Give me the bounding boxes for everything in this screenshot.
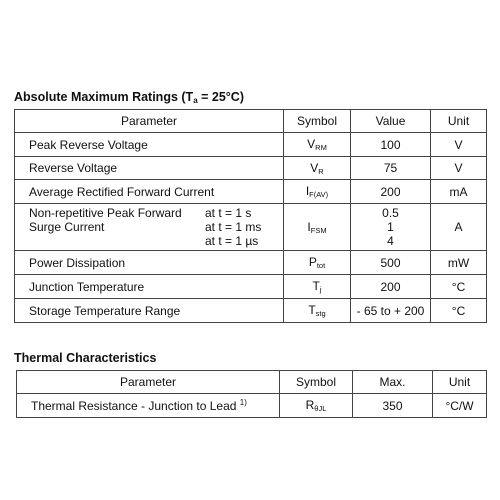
symbol-cell: $V_{RM}$ <box>284 133 351 157</box>
header-unit: Unit <box>431 110 487 133</box>
table-row <box>15 157 487 180</box>
header-symbol: Symbol <box>284 110 351 133</box>
param-cell: Reverse Voltage <box>15 157 284 180</box>
table-row <box>17 394 487 418</box>
header-parameter: Parameter <box>17 371 280 394</box>
unit-cell: °C <box>431 275 487 299</box>
condition-1us: at t = 1 µs <box>205 234 259 248</box>
symbol-cell: $T_j$ <box>284 275 351 299</box>
symbol-cell: $I_{FSM}$ <box>284 204 351 251</box>
unit-cell: °C <box>431 299 487 323</box>
thermal-title: Thermal Characteristics <box>14 351 157 365</box>
value-cell: 100 <box>351 133 431 157</box>
value-cell: - 65 to + 200 <box>351 299 431 323</box>
symbol-cell: $P_{tot}$ <box>284 251 351 275</box>
table-row <box>15 275 487 299</box>
absolute-ratings-table <box>14 109 487 323</box>
header-symbol: Symbol <box>280 371 353 394</box>
table-row <box>15 251 487 275</box>
param-line-2: Surge Current <box>29 220 105 234</box>
value-cell: 200 <box>351 275 431 299</box>
header-value: Value <box>351 110 431 133</box>
unit-cell: °C/W <box>433 394 487 418</box>
table-header-row <box>17 371 487 394</box>
param-cell <box>15 204 284 251</box>
table-row <box>15 204 487 251</box>
absolute-ratings-title: Absolute Maximum Ratings $(T_a = 25^\circ C)$ <box>14 90 244 105</box>
unit-cell: mW <box>431 251 487 275</box>
unit-cell: mA <box>431 180 487 204</box>
footnote-ref: 1) <box>239 398 247 407</box>
param-cell: Storage Temperature Range <box>15 299 284 323</box>
value-cell: 200 <box>351 180 431 204</box>
param-cell: Thermal Resistance - Junction to Lead $^{1)}$ <box>17 394 280 418</box>
condition-1ms: at t = 1 ms <box>205 220 262 234</box>
value-cell: 500 <box>351 251 431 275</box>
thermal-table <box>16 370 487 418</box>
value-cell: 0.5 1 4 <box>351 204 431 251</box>
value-cell: 350 <box>353 394 433 418</box>
symbol-cell: $T_{stg}$ <box>284 299 351 323</box>
value-cell: 75 <box>351 157 431 180</box>
unit-cell: V <box>431 133 487 157</box>
symbol-cell: $R_{\theta JL}$ <box>280 394 353 418</box>
header-max: Max. <box>353 371 433 394</box>
header-parameter: Parameter <box>15 110 284 133</box>
param-cell: Junction Temperature <box>15 275 284 299</box>
symbol-cell: $I_{F(AV)}$ <box>284 180 351 204</box>
param-cell: Power Dissipation <box>15 251 284 275</box>
condition-1s: at t = 1 s <box>205 206 252 220</box>
table-row <box>15 180 487 204</box>
table-row <box>15 133 487 157</box>
unit-cell: V <box>431 157 487 180</box>
header-unit: Unit <box>433 371 487 394</box>
param-line-1: Non-repetitive Peak Forward <box>29 206 182 220</box>
param-cell: Average Rectified Forward Current <box>15 180 284 204</box>
table-header-row <box>15 110 487 133</box>
param-cell: Peak Reverse Voltage <box>15 133 284 157</box>
unit-cell: A <box>431 204 487 251</box>
table-row <box>15 299 487 323</box>
symbol-cell: $V_R$ <box>284 157 351 180</box>
